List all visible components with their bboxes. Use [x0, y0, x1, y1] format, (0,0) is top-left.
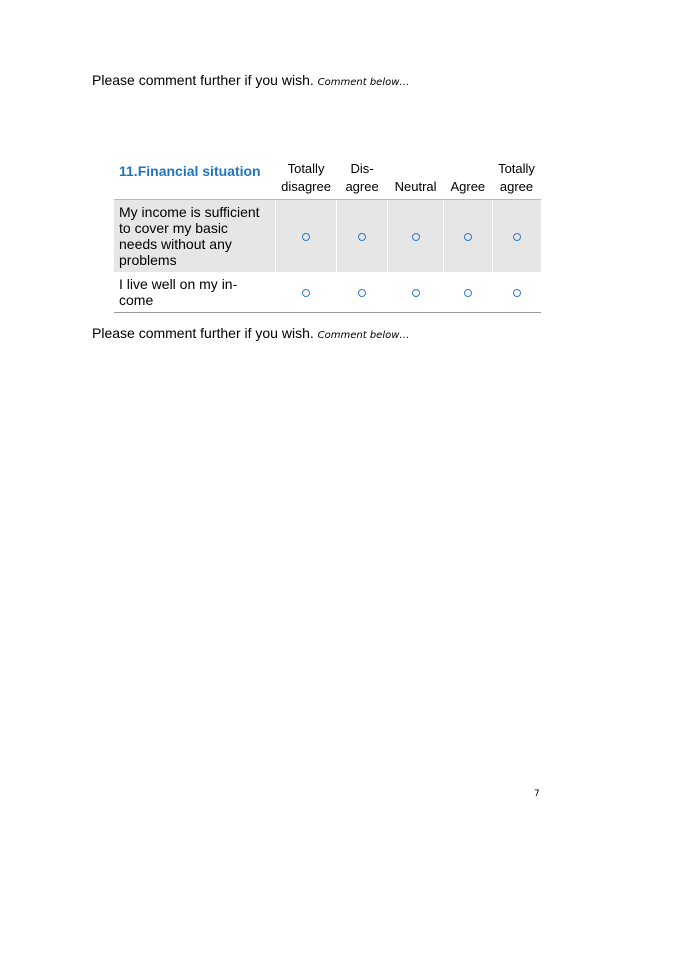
comment-below-link[interactable]: Comment below… [317, 77, 410, 88]
comment-prompt-text: Please comment further if you wish. [92, 72, 314, 88]
radio-live-well-neutral[interactable] [412, 289, 420, 297]
scale-label-neutral: Neutral [388, 160, 444, 200]
scale-label-totally-agree: Totally agree [492, 160, 541, 200]
radio-income-disagree[interactable] [358, 233, 366, 241]
section-title-text: Financial situation [137, 163, 261, 179]
scale-label-totally-disagree: Totally disagree [275, 160, 336, 200]
radio-live-well-agree[interactable] [464, 289, 472, 297]
table-row [114, 200, 541, 273]
section-title [114, 160, 275, 200]
page-number: 7 [534, 789, 540, 799]
radio-live-well-totally-disagree[interactable] [302, 289, 310, 297]
statement-income-sufficient: My income is sufficient to cover my basic needs without any problems [114, 200, 275, 273]
radio-income-agree[interactable] [464, 233, 472, 241]
comment-prompt-bottom [92, 324, 409, 345]
statement-live-well: I live well on my in- come [114, 272, 275, 313]
comment-prompt-top [92, 71, 409, 92]
radio-income-neutral[interactable] [412, 233, 420, 241]
financial-situation-table [114, 160, 541, 313]
comment-below-link[interactable]: Comment below… [317, 330, 410, 341]
radio-live-well-totally-agree[interactable] [513, 289, 521, 297]
table-row [114, 272, 541, 313]
scale-label-agree: Agree [444, 160, 492, 200]
section-number: 11. [119, 163, 138, 179]
radio-income-totally-disagree[interactable] [302, 233, 310, 241]
scale-label-disagree: Dis- agree [337, 160, 388, 200]
comment-prompt-text: Please comment further if you wish. [92, 325, 314, 341]
scale-header-row [114, 160, 541, 200]
radio-live-well-disagree[interactable] [358, 289, 366, 297]
radio-income-totally-agree[interactable] [513, 233, 521, 241]
